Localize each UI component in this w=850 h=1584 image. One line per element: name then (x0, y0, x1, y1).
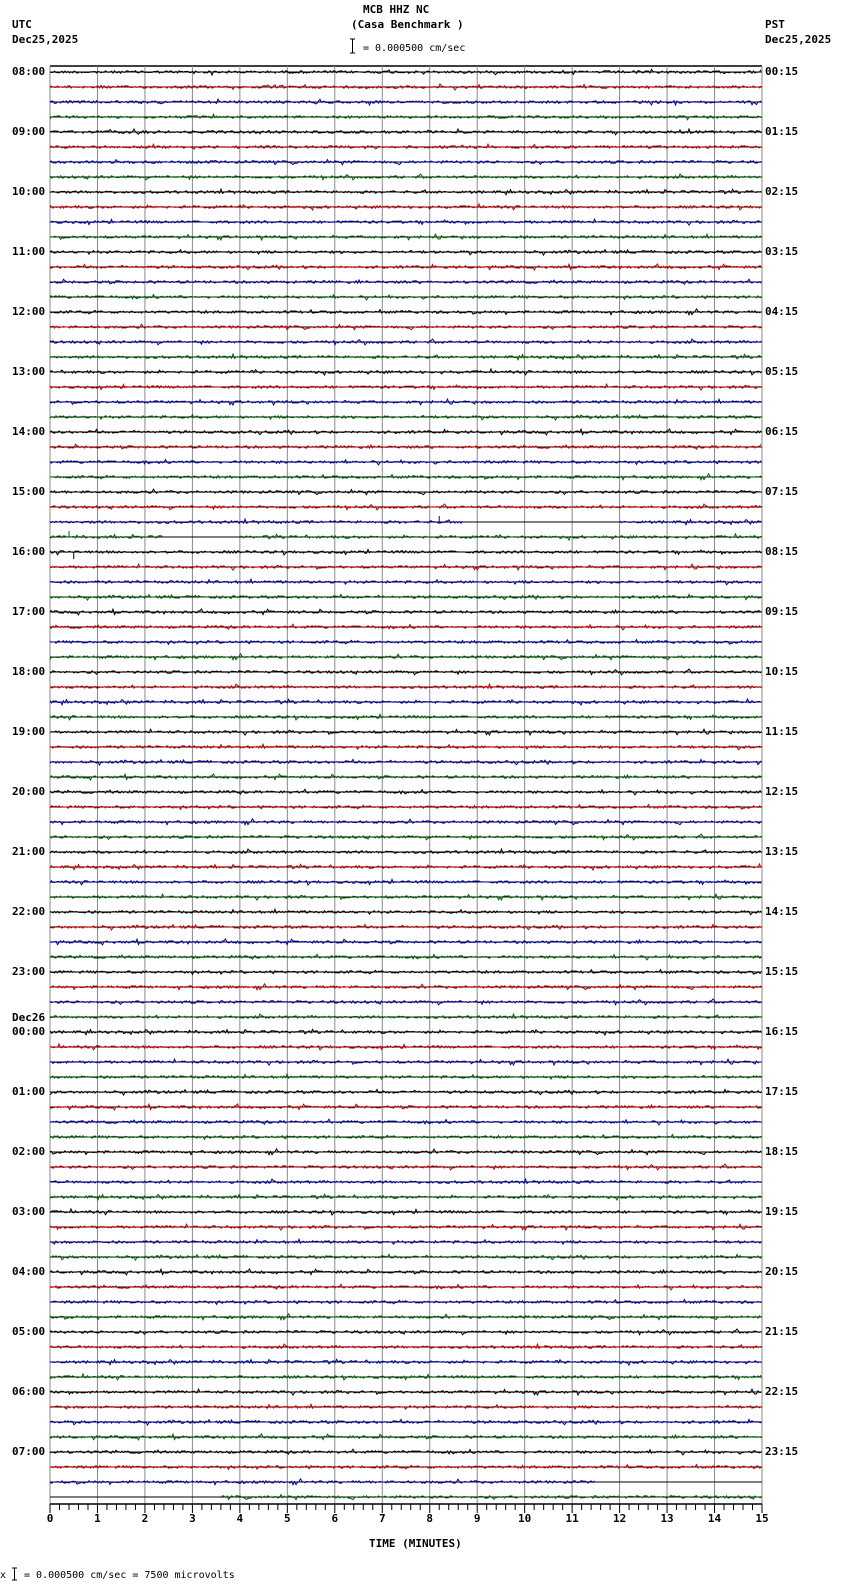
utc-time-label: 16:00 (12, 545, 46, 558)
station-title: MCB HHZ NC (363, 3, 430, 16)
pst-time-label: 10:15 (765, 665, 799, 678)
left-date: Dec25,2025 (12, 33, 79, 46)
pst-time-label: 06:15 (765, 425, 799, 438)
pst-time-label: 02:15 (765, 185, 799, 198)
x-tick-label: 12 (612, 1512, 627, 1525)
utc-time-label: 06:00 (12, 1385, 46, 1398)
scale-label: = 0.000500 cm/sec (363, 43, 466, 54)
x-tick-label: 9 (473, 1512, 481, 1525)
pst-time-label: 15:15 (765, 965, 799, 978)
utc-time-label: 00:00 (12, 1025, 46, 1038)
utc-time-label: 14:00 (12, 425, 46, 438)
x-tick-label: 7 (378, 1512, 386, 1525)
x-tick-label: 0 (46, 1512, 54, 1525)
pst-time-label: 20:15 (765, 1265, 799, 1278)
pst-time-label: 05:15 (765, 365, 799, 378)
pst-time-label: 23:15 (765, 1445, 799, 1458)
utc-time-label: 10:00 (12, 185, 46, 198)
pst-time-label: 08:15 (765, 545, 799, 558)
utc-time-label: 08:00 (12, 65, 46, 78)
pst-time-label: 03:15 (765, 245, 799, 258)
utc-time-label: 01:00 (12, 1085, 46, 1098)
x-tick-label: 5 (284, 1512, 291, 1525)
pst-time-label: 18:15 (765, 1145, 799, 1158)
utc-time-label: 03:00 (12, 1205, 46, 1218)
footer-prefix: x (0, 1570, 7, 1581)
pst-time-label: 22:15 (765, 1385, 799, 1398)
utc-time-label: 04:00 (12, 1265, 46, 1278)
utc-time-label: 20:00 (12, 785, 46, 798)
right-date: Dec25,2025 (765, 33, 832, 46)
utc-time-label: 17:00 (12, 605, 46, 618)
utc-time-label: 09:00 (12, 125, 46, 138)
x-tick-label: 2 (141, 1512, 149, 1525)
pst-time-label: 13:15 (765, 845, 799, 858)
x-tick-label: 13 (660, 1512, 674, 1525)
pst-time-label: 14:15 (765, 905, 799, 918)
utc-time-label: 12:00 (12, 305, 46, 318)
footer-scale: = 0.000500 cm/sec = 7500 microvolts (24, 1570, 235, 1581)
x-tick-label: 3 (189, 1512, 196, 1525)
pst-time-label: 19:15 (765, 1205, 799, 1218)
x-axis-label: TIME (MINUTES) (369, 1537, 462, 1550)
pst-time-label: 21:15 (765, 1325, 799, 1338)
pst-time-label: 07:15 (765, 485, 799, 498)
utc-time-label: 11:00 (12, 245, 46, 258)
utc-time-label: 23:00 (12, 965, 46, 978)
utc-time-label: 13:00 (12, 365, 46, 378)
pst-time-label: 01:15 (765, 125, 799, 138)
utc-time-label: 19:00 (12, 725, 46, 738)
x-tick-label: 1 (94, 1512, 101, 1525)
pst-time-label: 11:15 (765, 725, 799, 738)
pst-time-label: 17:15 (765, 1085, 799, 1098)
utc-time-label: 21:00 (12, 845, 46, 858)
x-tick-label: 10 (518, 1512, 532, 1525)
pst-time-label: 12:15 (765, 785, 799, 798)
pst-time-label: 16:15 (765, 1025, 799, 1038)
utc-time-label: 15:00 (12, 485, 46, 498)
utc-time-label: 07:00 (12, 1445, 46, 1458)
pst-time-label: 00:15 (765, 65, 799, 78)
pst-time-label: 09:15 (765, 605, 799, 618)
utc-time-label: 02:00 (12, 1145, 46, 1158)
pst-time-label: 04:15 (765, 305, 799, 318)
right-timezone: PST (765, 18, 785, 31)
utc-time-label: 22:00 (12, 905, 46, 918)
x-tick-label: 15 (755, 1512, 769, 1525)
x-tick-label: 6 (331, 1512, 339, 1525)
utc-time-label: 05:00 (12, 1325, 46, 1338)
utc-time-label: 18:00 (12, 665, 46, 678)
x-tick-label: 14 (707, 1512, 722, 1525)
left-timezone: UTC (12, 18, 32, 31)
site-title: (Casa Benchmark ) (351, 18, 464, 31)
x-tick-label: 4 (236, 1512, 244, 1525)
date-change-label: Dec26 (12, 1011, 46, 1024)
x-tick-label: 8 (426, 1512, 434, 1525)
x-tick-label: 11 (565, 1512, 579, 1525)
